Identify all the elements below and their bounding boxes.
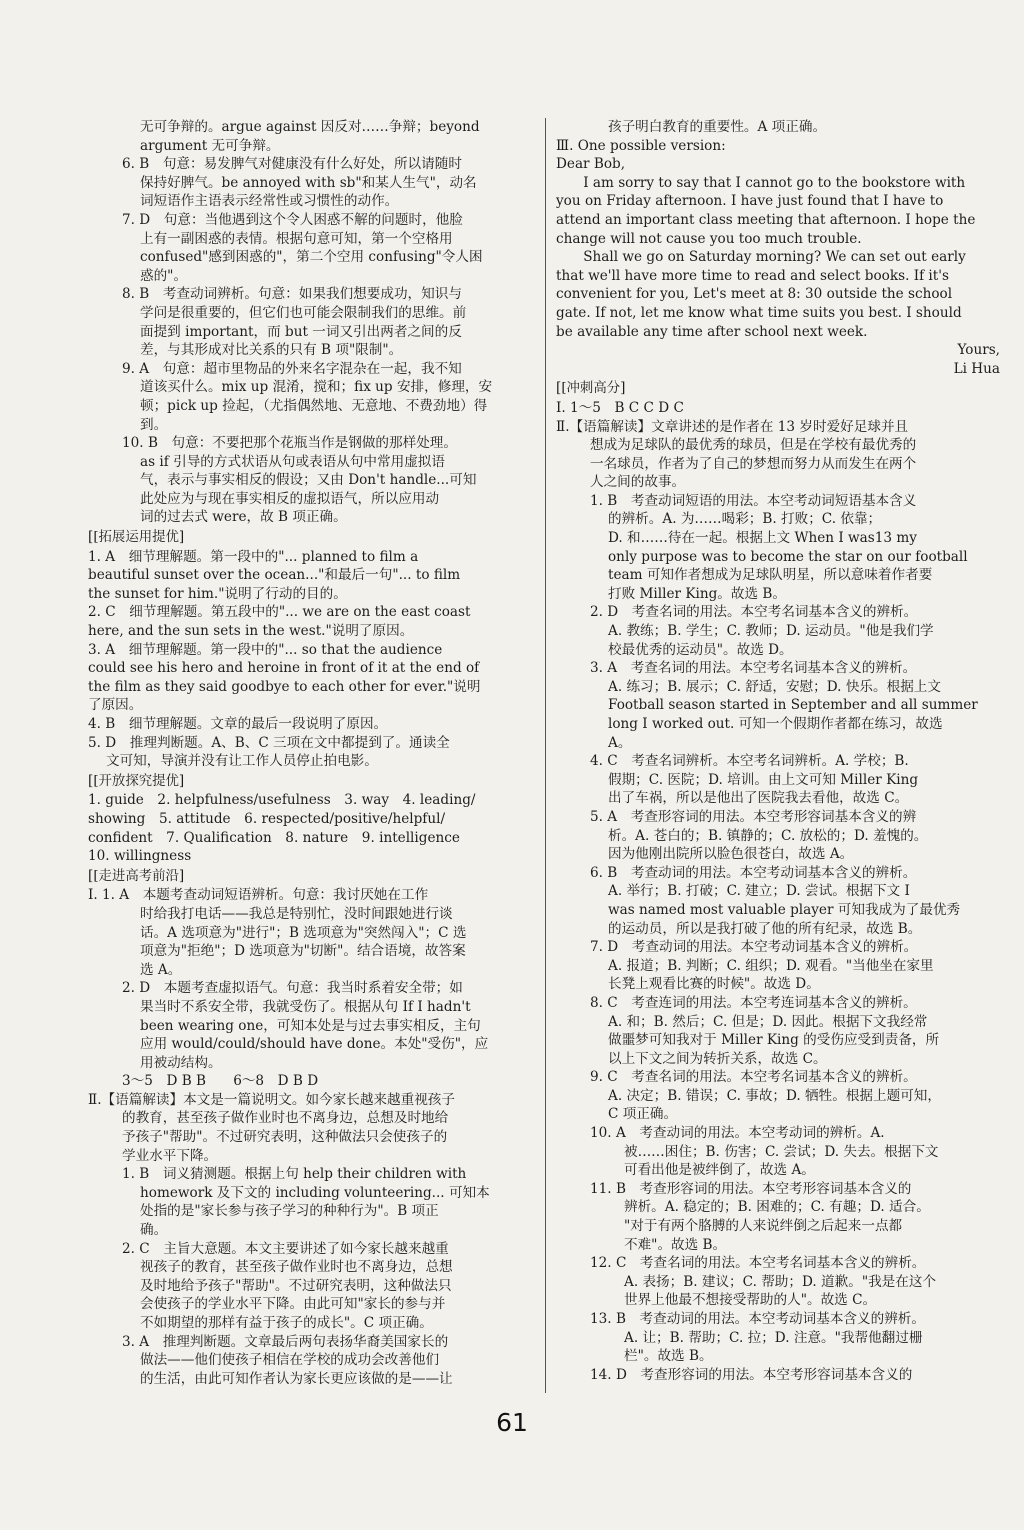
section-heading-open: [[ 开放探究提优] [88,772,536,791]
answer-c2: Ⅱ.【语篇解读】文章讲述的是作者在 13 岁时爱好足球并且 想成为足球队的最优秀的球员，但是在学校有最优秀的 一名球员，作者为了自己的梦想而努力从而发生在两个 人之间的故事。 [556,418,917,491]
answer-open: 1. guide 2. helpfulness/usefulness 3. way 4. leading/ showing 5. attitude 6. respected/positive/helpful/ confident 7. Qualification 8. nature 9. intelligence 10. willingness [88,792,476,865]
answer-r11: 11. B 考查形容词的用法。本空考形容词基本含义的 辨析。A. 稳定的；B. 困难的；C. 有趣；D. 适合。 "对于有两个胳膊的人来说绊倒之后起来一点都 不难"。故选 B。 [590,1180,930,1253]
answer-t4: 4. B 细节理解题。文章的最后一段说明了原因。 [88,716,388,732]
section-heading-gaokao: [[ 走进高考前沿] [88,867,536,886]
letter-paragraph-2: Shall we go on Saturday morning? We can set out early that we'll have more time to read and select books. If it's convenient for you, Let's meet at 8: 30 outside the school gate. If not, let me know what time suits you best. I should be available any time after school next week. [556,249,966,340]
answer-t2: 2. C 细节理解题。第五段中的"... we are on the east coast here, and the sun sets in the west."说明了原因。 [88,604,471,640]
answer-r10: 10. A 考查动词的用法。本空考动词的辨析。A. 被……困住；B. 伤害；C. 尝试；D. 失去。根据下文 可看出他是被绊倒了，故选 A。 [590,1125,939,1179]
answer-g2: 2. D 本题考查虚拟语气。句意：我当时系着安全带；如 果当时不系安全带，我就受伤了。根据从句 If I hadn't been wearing one，可知本处是与过去事实相反，主句 应用 would/could/should have done。本处"受伤"，应 用被动结构。 [122,980,489,1071]
answer-r6: 6. B 考查动词的用法。本空考动词基本含义的辨析。 A. 举行；B. 打破；C. 建立；D. 尝试。根据下文 I was named most valuable player 可知我成为了最优秀 的运动员，所以是我打破了他的所有纪录，故选 B。 [590,864,961,937]
letter-signature: Li Hua [953,360,1000,377]
answer-r9: 9. C 考查名词的用法。本空考名词基本含义的辨析。 A. 决定；B. 错误；C. 事故；D. 牺牲。根据上题可知， C 项正确。 [590,1069,941,1123]
answer-g6: 2. C 主旨大意题。本文主要讲述了如今家长越来越重 视孩子的教育，甚至孩子做作业时也不离身边，总想 及时地给予孩子"帮助"。不过研究表明，这种做法只 会使孩子的学业水平下降。由此可知"家长的参与并 不如期望的那样有益于孩子的成长"。C 项正确。 [122,1240,453,1331]
answer-r8: 8. C 考查连词的用法。本空考连词基本含义的辨析。 A. 和；B. 然后；C. 但是；D. 因此。根据下文我经常 做噩梦可知我对于 Miller King 的受伤应受到责备，所 以上下文之间为转折关系，故选 C。 [590,994,940,1067]
answer-g3: 3～5 D B B 6～8 D B D [122,1073,319,1090]
answer-r4: 4. C 考查名词辨析。本空考名词辨析。A. 学校；B. 假期；C. 医院；D. 培训。由上文可知 Miller King 出了车祸，所以是他出了医院我去看他，故选 C。 [590,753,919,807]
writing-heading: Ⅲ. One possible version: [556,137,726,154]
section-heading-sprint: [[ 冲刺高分] [556,379,1000,398]
answer-r1: 1. B 考查动词短语的用法。本空考动词短语基本含义 的辨析。A. 为……喝彩；B. 打败；C. 依靠； D. 和……待在一起。根据上文 When I was13 my only purpose was to become the star on our football team 可知作者想成为足球队明星，所以意味着作者要 打败 Miller King。故选 B。 [590,492,968,602]
answer-q7: 7. D 句意：当他遇到这个令人困惑不解的问题时，他脸 上有一副困惑的表情。根据句意可知，第一个空格用 confused"感到困惑的"，第二个空用 confusing"令人困 惑的"。 [122,211,483,284]
answer-q10: 10. B 句意：不要把那个花瓶当作是钢做的那样处理。 as if 引导的方式状语从句或表语从句中常用虚拟语 气，表示与事实相反的假设；又由 Don't handle...可知 此处应为与现在事实相反的虚拟语气，所以应用动 词的过去式 were，故 B 项正确。 [122,435,477,526]
answer-q6: 6. B 句意：易发脾气对健康没有什么好处，所以请随时 保持好脾气。be annoyed with sb"和某人生气"，动名 词短语作主语表示经常性或习惯性的动作。 [122,156,477,210]
answer-q5-continued: 无可争辩的。argue against 因反对……争辩；beyond argument 无可争辩。 [140,119,480,154]
answer-t5: 5. D 推理判断题。A、B、C 三项在文中都提到了。通读全 文可知，导演并没有让工作人员停止拍电影。 [88,734,450,770]
answer-r7: 7. D 考查动词的用法。本空考动词基本含义的辨析。 A. 报道；B. 判断；C. 组织；D. 观看。"当他坐在家里 长凳上观看比赛的时候"。故选 D。 [590,939,934,993]
answer-g5: 1. B 词义猜测题。根据上句 help their children with homework 及下文的 including volunteering... 可知本 处指的是"家长参与孩子学习的种种行为"。B 项正 确。 [122,1166,490,1239]
left-column [88,118,536,1388]
answer-t3: 3. A 细节理解题。第一段中的"... so that the audience could see his hero and heroine in front of it at the end of the film as they said goodbye to each other for ever."说明 了原因。 [88,641,481,714]
answer-r2: 2. D 考查名词的用法。本空考名词基本含义的辨析。 A. 教练；B. 学生；C. 教师；D. 运动员。"他是我们学 校最优秀的运动员"。故选 D。 [590,604,934,658]
column-divider [545,118,546,1393]
letter-salutation: Dear Bob, [556,156,626,173]
section-heading-extension: [[ 拓展运用提优] [88,528,536,547]
page-number: 61 [496,1408,528,1437]
letter-closing: Yours, [957,342,1000,359]
answer-r14: 14. D 考查形容词的用法。本空考形容词基本含义的 [590,1366,913,1383]
sample-letter [556,155,1000,378]
answer-q9: 9. A 句意：超市里物品的外来名字混杂在一起，我不知 道该买什么。mix up 混淆，搅和；fix up 安排，修理，安 顿；pick up 捡起，（尤指偶然地、无意地、不费劲地）得 到。 [122,360,493,433]
answer-g7: 3. A 推理判断题。文章最后两句表扬华裔美国家长的 做法——他们使孩子相信在学校的成功会改善他们 的生活，由此可知作者认为家长更应该做的是——让 [122,1333,453,1387]
answer-r13: 13. B 考查动词的用法。本空考动词基本含义的辨析。 A. 让；B. 帮助；C. 拉；D. 注意。"我帮他翻过栅 栏"。故选 B。 [590,1311,925,1365]
answer-g7-continued: 孩子明白教育的重要性。A 项正确。 [608,119,827,135]
answer-r5: 5. A 考查形容词的用法。本空考形容词基本含义的辨 析。A. 苍白的；B. 镇静的；C. 放松的；D. 羞愧的。 因为他刚出院所以脸色很苍白，故选 A。 [590,808,928,863]
answer-t1: 1. A 细节理解题。第一段中的"... planned to film a beautiful sunset over the ocean..."和最后一句"... to film the sunset for him."说明了行动的目的。 [88,548,461,602]
answer-r12: 12. C 考查名词的用法。本空考名词基本含义的辨析。 A. 表扬；B. 建议；C. 帮助；D. 道歉。"我是在这个 世界上他最不想接受帮助的人"。故选 C。 [590,1255,937,1309]
answer-r3: 3. A 考查名词的用法。本空考名词基本含义的辨析。 A. 练习；B. 展示；C. 舒适，安慰；D. 快乐。根据上文 Football season started in September and all summer long I worked out. 可知一个假期作者都在练习，故选 A。 [590,660,978,751]
answer-g1: Ⅰ. 1. A 本题考查动词短语辨析。句意：我讨厌她在工作 时给我打电话——我总是特别忙，没时间跟她进行谈 话。A 选项意为"进行"；B 选项意为"突然闯入"；C 选 项意为"拒绝"；D 选项意为"切断"。结合语境，故答案 选 A。 [88,887,467,978]
answer-c1: Ⅰ. 1～5 B C C D C [556,399,684,416]
answer-q8: 8. B 考查动词辨析。句意：如果我们想要成功，知识与 学问是很重要的，但它们也可能会限制我们的思维。前 面提到 important，而 but 一词又引出两者之间的反 差，与其形成对比关系的只有 B 项"限制"。 [122,286,467,359]
letter-paragraph-1: I am sorry to say that I cannot go to the bookstore with you on Friday afternoon. I have just found that I have to attend an important class meeting that afternoon. I hope the change will not cause you too much trouble. [556,174,976,247]
answer-g4: Ⅱ.【语篇解读】本文是一篇说明文。如今家长越来越重视孩子 的教育，甚至孩子做作业时也不离身边，总想及时地给 予孩子"帮助"。不过研究表明，这种做法只会使孩子的 学业水平下降。 [88,1091,455,1164]
right-column [556,118,1000,1384]
